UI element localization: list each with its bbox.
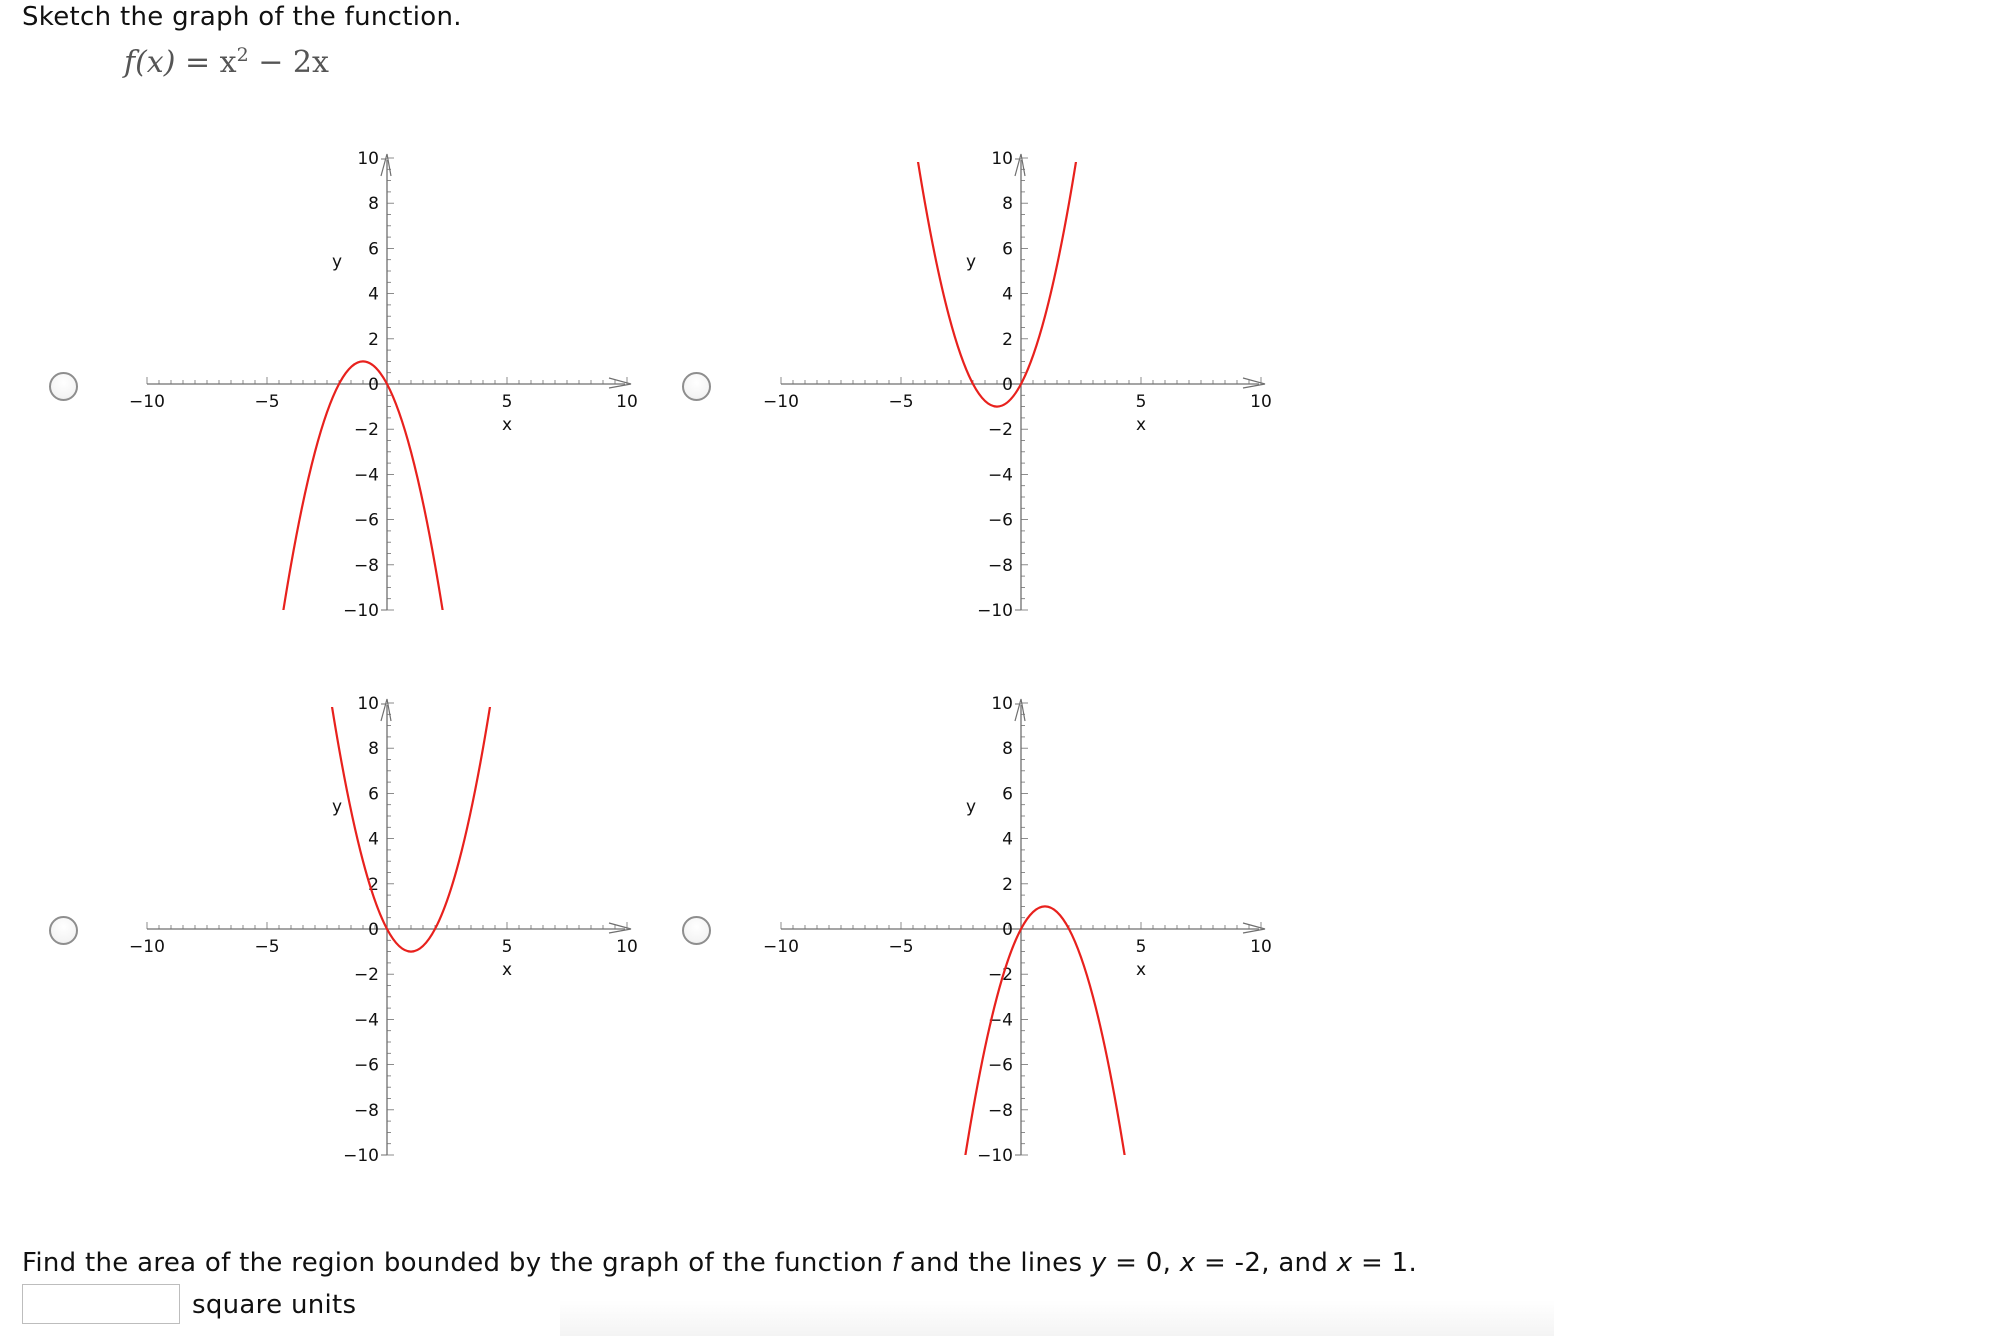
y-tick-label: 8 (1002, 739, 1013, 760)
formula-rest: − 2x (248, 45, 329, 80)
x-axis-arrow (609, 378, 631, 388)
x-tick-label: 5 (1135, 392, 1147, 412)
y-tick-label: −6 (353, 510, 379, 531)
y-tick-label: 8 (1002, 194, 1013, 215)
formula-eq: = x (175, 45, 237, 80)
y-tick-label: −4 (987, 1010, 1013, 1031)
y-tick-label: 0 (1002, 920, 1013, 940)
x-tick-label: −5 (888, 392, 914, 412)
y-tick-label: 10 (357, 694, 379, 714)
y-tick-label: −6 (987, 1055, 1013, 1076)
y-tick-label: −10 (343, 601, 379, 621)
x-tick-label: 5 (501, 392, 513, 412)
option-c-radio[interactable] (49, 916, 78, 945)
y-axis-arrow (381, 154, 391, 176)
option-a-radio[interactable] (49, 372, 78, 401)
y-tick-label: −10 (977, 1146, 1013, 1166)
graph-option-a[interactable] (127, 134, 647, 694)
x-tick-label: −5 (888, 937, 914, 957)
question-text-1: Find the area of the region bounded by the graph of the function (22, 1248, 892, 1278)
question-x-val-2: = 1. (1352, 1248, 1418, 1278)
y-tick-label: 6 (1002, 239, 1013, 260)
x-tick-label: 10 (1250, 937, 1272, 957)
y-tick-label: 8 (368, 739, 379, 760)
y-axis-label: y (965, 797, 977, 817)
y-tick-label: −2 (987, 420, 1013, 441)
question-x-var-1: x (1179, 1248, 1196, 1278)
y-axis-label: y (331, 252, 343, 272)
graph-option-d[interactable] (761, 679, 1281, 1239)
formula-exponent: 2 (236, 44, 249, 66)
y-tick-label: 2 (1002, 329, 1013, 350)
x-tick-label: −10 (129, 392, 165, 412)
formula-fx: f(x) (124, 45, 176, 80)
y-tick-label: −10 (343, 1146, 379, 1166)
bottom-shadow (560, 1300, 1554, 1336)
y-tick-label: 6 (368, 239, 379, 260)
y-tick-label: 10 (991, 694, 1013, 714)
area-question (22, 1248, 1417, 1278)
question-text-2: and the lines (901, 1248, 1091, 1278)
x-axis-arrow (1243, 378, 1265, 388)
units-label: square units (192, 1290, 357, 1320)
y-tick-label: 0 (368, 920, 379, 940)
y-tick-label: 4 (368, 284, 379, 305)
y-axis-label: y (331, 797, 343, 817)
option-d-radio[interactable] (682, 916, 711, 945)
x-axis-label: x (1135, 415, 1147, 435)
y-tick-label: −4 (353, 465, 379, 486)
y-tick-label: 6 (368, 784, 379, 805)
option-b-radio[interactable] (682, 372, 711, 401)
y-tick-label: −8 (987, 1100, 1013, 1121)
graph-option-b[interactable] (761, 134, 1281, 694)
y-tick-label: 10 (357, 149, 379, 169)
y-tick-label: 0 (1002, 375, 1013, 395)
y-axis-arrow (1015, 699, 1025, 721)
question-x-var-2: x (1336, 1248, 1353, 1278)
y-tick-label: 4 (1002, 284, 1013, 305)
x-tick-label: 10 (616, 392, 638, 412)
graph-option-c[interactable] (127, 679, 647, 1239)
x-axis-arrow (609, 923, 631, 933)
x-tick-label: 5 (1135, 937, 1147, 957)
y-tick-label: −10 (977, 601, 1013, 621)
parabola-curve (877, 0, 1117, 407)
y-tick-label: −4 (353, 1010, 379, 1031)
y-tick-label: 0 (368, 375, 379, 395)
y-axis-arrow (381, 699, 391, 721)
question-x-val-1: = -2, and (1195, 1248, 1337, 1278)
y-tick-label: −8 (353, 1100, 379, 1121)
x-tick-label: 10 (616, 937, 638, 957)
y-tick-label: 2 (368, 874, 379, 895)
y-axis-label: y (965, 252, 977, 272)
y-tick-label: 2 (368, 329, 379, 350)
question-prompt: Sketch the graph of the function. (22, 2, 462, 32)
function-formula (124, 44, 329, 80)
y-tick-label: 10 (991, 149, 1013, 169)
x-axis-label: x (1135, 960, 1147, 980)
y-tick-label: 8 (368, 194, 379, 215)
y-tick-label: −2 (353, 420, 379, 441)
x-tick-label: −10 (763, 937, 799, 957)
y-tick-label: −8 (987, 555, 1013, 576)
x-axis-arrow (1243, 923, 1265, 933)
y-tick-label: 6 (1002, 784, 1013, 805)
y-axis-arrow (1015, 154, 1025, 176)
y-tick-label: 2 (1002, 874, 1013, 895)
x-tick-label: −10 (763, 392, 799, 412)
y-tick-label: −6 (987, 510, 1013, 531)
x-tick-label: 10 (1250, 392, 1272, 412)
y-tick-label: −2 (987, 965, 1013, 986)
y-tick-label: −4 (987, 465, 1013, 486)
area-answer-input[interactable] (22, 1284, 180, 1324)
x-axis-label: x (501, 415, 513, 435)
x-axis-label: x (501, 960, 513, 980)
y-tick-label: 4 (368, 829, 379, 850)
x-tick-label: 5 (501, 937, 513, 957)
question-f: f (891, 1248, 902, 1278)
y-tick-label: −6 (353, 1055, 379, 1076)
y-tick-label: 4 (1002, 829, 1013, 850)
x-tick-label: −5 (254, 937, 280, 957)
question-y-val: = 0, (1106, 1248, 1180, 1278)
y-tick-label: −2 (353, 965, 379, 986)
question-y-var: y (1090, 1248, 1107, 1278)
x-tick-label: −10 (129, 937, 165, 957)
x-tick-label: −5 (254, 392, 280, 412)
y-tick-label: −8 (353, 555, 379, 576)
